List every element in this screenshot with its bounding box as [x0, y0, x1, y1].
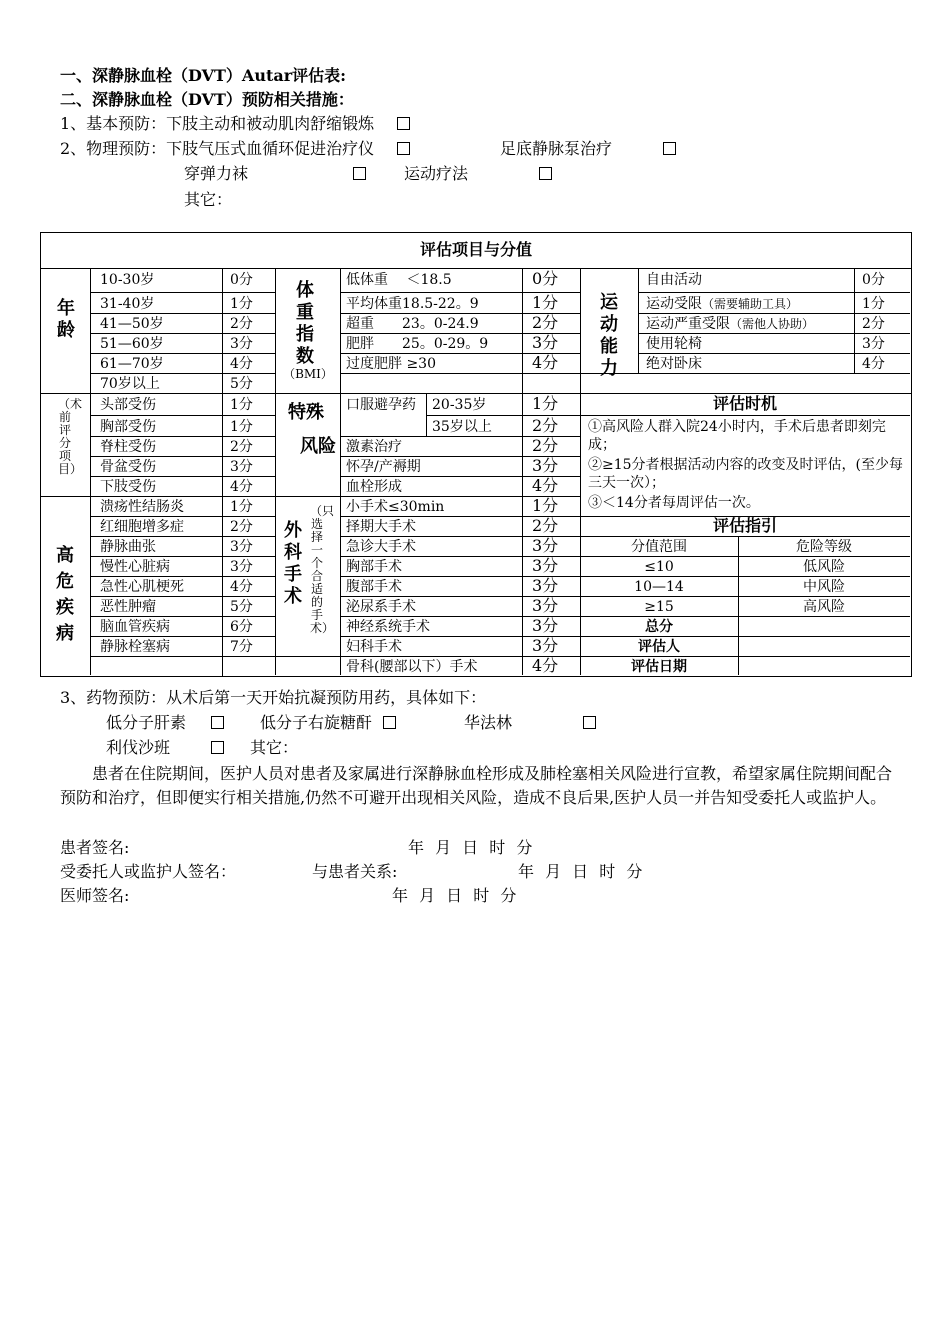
trauma-header: （术前评分项目）: [58, 397, 83, 476]
bmi-subheader: （BMI）: [283, 367, 333, 381]
trauma-label-3: 骨盆受伤: [100, 459, 156, 475]
mobility-score-1: 1分: [862, 296, 885, 312]
disease-label-4: 急性心肌梗死: [100, 579, 184, 595]
dextran-option: [260, 711, 396, 735]
age-label-1: 31-40岁: [100, 296, 155, 312]
physical-prevention-row: [60, 137, 410, 161]
assessor-field[interactable]: [742, 638, 906, 654]
special-header-top: 特殊: [288, 402, 324, 423]
mobility-row-4: [646, 355, 702, 373]
age-label-4: 61—70岁: [100, 356, 164, 372]
exercise-option: [404, 162, 552, 186]
mobility-note-2: （需他人协助）: [730, 317, 815, 331]
surgery-score-2: 3分: [532, 536, 559, 555]
surgery-score-0: 1分: [532, 496, 559, 515]
disease-label-5: 恶性肿瘤: [100, 599, 156, 615]
warfarin-label: 华法林: [464, 713, 513, 732]
special-header-bottom: 风险: [300, 436, 336, 457]
disease-header: 高危疾病: [56, 545, 74, 644]
surgery-label-0: 小手术≤30min: [346, 499, 445, 515]
total-score-field[interactable]: [742, 618, 906, 634]
special-label-4: 血栓形成: [346, 479, 402, 495]
bmi-label-0: 低体重 ＜18.5: [346, 272, 452, 288]
lmwh-label: 低分子肝素: [106, 713, 187, 732]
surgery-label-1: 择期大手术: [346, 519, 416, 535]
age-score-0: 0分: [230, 272, 253, 288]
basic-prevention-label: 1、基本预防：下肢主动和被动肌肉舒缩锻炼: [60, 114, 375, 133]
surgery-score-1: 2分: [532, 516, 559, 535]
surgery-score-6: 3分: [532, 616, 559, 635]
guide-col-range: 分值范围: [631, 539, 687, 555]
disease-label-7: 静脉栓塞病: [100, 639, 170, 655]
special-score-1: 2分: [532, 416, 559, 435]
disease-label-2: 静脉曲张: [100, 539, 156, 555]
timing-item-1: ②≥15分者根据活动内容的改变及时评估，(至少每三天一次）；: [588, 457, 904, 491]
guide-range-1: 10—14: [634, 579, 684, 595]
surgery-label-2: 急诊大手术: [346, 539, 416, 555]
guide-col-level: 危险等级: [796, 539, 852, 555]
doctor-signature-label: 医师签名:: [60, 886, 130, 905]
timing-item-0: ①高风险人群入院24小时内，手术后患者即刻完成；: [588, 419, 886, 453]
special-score-0: 1分: [532, 394, 559, 413]
mobility-note-1: （需要辅助工具）: [702, 297, 799, 311]
guardian-signature-label: 受委托人或监护人签名：: [60, 862, 237, 881]
notice-paragraph: 患者在住院期间，医护人员对患者及家属进行深静脉血栓形成及肺栓塞相关风险进行宣教，希望家属住院期间配合预防和治疗，但即便实行相关措施,仍然不可避开出现相关风险，造成不良后果,医护人员一并告知受委托人或监护人。: [60, 764, 893, 807]
surgery-label-8: 骨科(腰部以下）手术: [346, 659, 478, 675]
disease-label-3: 慢性心脏病: [100, 559, 170, 575]
patient-signature-field[interactable]: [150, 836, 390, 858]
stockings-option: [184, 162, 366, 186]
form-heading-1: 一、深静脉血栓（DVT）Autar评估表:: [60, 66, 347, 85]
form-heading-2: 二、深静脉血栓（DVT）预防相关措施：: [60, 90, 354, 109]
surgery-header: 外科手术: [284, 520, 302, 607]
disease-score-7: 7分: [230, 639, 253, 655]
relation-label: 与患者关系:: [312, 862, 398, 881]
trauma-score-0: 1分: [230, 397, 253, 413]
foot-pump-checkbox[interactable]: [663, 142, 676, 155]
total-score-label: 总分: [645, 619, 673, 635]
age-label-5: 70岁以上: [100, 376, 160, 392]
disease-score-0: 1分: [230, 499, 253, 515]
patient-signature-datetime: 年 月 日 时 分: [408, 838, 533, 857]
mobility-score-0: 0分: [862, 272, 885, 288]
table-title: 评估项目与分值: [419, 240, 532, 259]
guide-level-1: 中风险: [803, 579, 845, 595]
exercise-label: 运动疗法: [404, 164, 469, 183]
disease-label-6: 脑血管疾病: [100, 619, 170, 635]
surgery-subheader: （只选择一个合适的手术）: [310, 504, 335, 635]
assessor-label: 评估人: [638, 639, 680, 655]
age-score-2: 2分: [230, 316, 253, 332]
trauma-label-4: 下肢受伤: [100, 479, 156, 495]
trauma-label-2: 脊柱受伤: [100, 439, 156, 455]
mobility-row-0: [646, 271, 702, 289]
lmwh-option: [106, 711, 224, 735]
mobility-label-2: 运动严重受限: [646, 316, 730, 332]
mobility-label-4: 绝对卧床: [646, 356, 702, 372]
dextran-checkbox[interactable]: [383, 716, 396, 729]
exercise-checkbox[interactable]: [539, 167, 552, 180]
doctor-signature-field[interactable]: [150, 884, 380, 906]
guide-range-2: ≥15: [644, 599, 674, 615]
surgery-label-6: 神经系统手术: [346, 619, 430, 635]
age-label-3: 51—60岁: [100, 336, 164, 352]
disease-score-4: 4分: [230, 579, 253, 595]
rivaroxaban-label: 利伐沙班: [106, 738, 171, 757]
mobility-row-1: [646, 295, 798, 313]
guide-header: 评估指引: [712, 516, 777, 535]
lmwh-checkbox[interactable]: [211, 716, 224, 729]
age-score-4: 4分: [230, 356, 253, 372]
foot-pump-option: [500, 137, 676, 161]
special-label-3: 怀孕/产褥期: [346, 459, 421, 475]
bmi-score-3: 3分: [532, 333, 559, 352]
special-range-1: 35岁以上: [432, 419, 492, 435]
rivaroxaban-checkbox[interactable]: [211, 741, 224, 754]
warfarin-checkbox[interactable]: [583, 716, 596, 729]
bmi-header: 体重指数: [296, 280, 314, 367]
mobility-label-3: 使用轮椅: [646, 336, 702, 352]
bmi-score-1: 1分: [532, 293, 559, 312]
foot-pump-label: 足底静脉泵治疗: [500, 139, 613, 158]
mobility-label-1: 运动受限: [646, 296, 702, 312]
special-label-0: 口服避孕药: [346, 397, 416, 413]
basic-exercise-checkbox[interactable]: [397, 117, 410, 130]
guide-range-0: ≤10: [644, 559, 674, 575]
timing-header: 评估时机: [712, 394, 777, 413]
rivaroxaban-option: [106, 736, 224, 760]
guide-level-2: 高风险: [803, 599, 845, 615]
bmi-label-1: 平均体重18.5-22。9: [346, 296, 479, 312]
mobility-score-2: 2分: [862, 316, 885, 332]
surgery-score-8: 4分: [532, 656, 559, 675]
trauma-score-2: 2分: [230, 439, 253, 455]
bmi-label-3: 肥胖 25。0-29。9: [346, 336, 489, 352]
disease-score-1: 2分: [230, 519, 253, 535]
trauma-score-4: 4分: [230, 479, 253, 495]
surgery-score-3: 3分: [532, 556, 559, 575]
special-score-3: 3分: [532, 456, 559, 475]
disease-label-0: 溃疡性结肠炎: [100, 499, 184, 515]
doctor-signature-datetime: 年 月 日 时 分: [392, 886, 517, 905]
trauma-score-1: 1分: [230, 419, 253, 435]
drug-other-label: 其它：: [250, 738, 299, 757]
bmi-score-2: 2分: [532, 313, 559, 332]
special-score-4: 4分: [532, 476, 559, 495]
surgery-label-3: 胸部手术: [346, 559, 402, 575]
age-score-3: 3分: [230, 336, 253, 352]
age-score-1: 1分: [230, 296, 253, 312]
mobility-label-0: 自由活动: [646, 272, 702, 288]
surgery-score-7: 3分: [532, 636, 559, 655]
special-range-0: 20-35岁: [432, 397, 487, 413]
drug-prevention-label: 3、药物预防：从术后第一天开始抗凝预防用药，具体如下：: [60, 688, 487, 707]
age-label-2: 41—50岁: [100, 316, 164, 332]
assessment-date-field[interactable]: [742, 658, 906, 674]
disease-score-3: 3分: [230, 559, 253, 575]
stockings-checkbox[interactable]: [353, 167, 366, 180]
disease-label-1: 红细胞增多症: [100, 519, 184, 535]
guide-level-0: 低风险: [803, 559, 845, 575]
physical-other-label: 其它：: [184, 190, 233, 209]
bmi-label-4: 过度肥胖 ≥30: [346, 356, 436, 372]
surgery-label-7: 妇科手术: [346, 639, 402, 655]
physical-prevention-label: 2、物理预防：下肢气压式血循环促进治疗仪: [60, 139, 375, 158]
special-score-2: 2分: [532, 436, 559, 455]
surgery-score-4: 3分: [532, 576, 559, 595]
mobility-score-3: 3分: [862, 336, 885, 352]
trauma-score-3: 3分: [230, 459, 253, 475]
mobility-row-2: [646, 315, 814, 333]
special-label-2: 激素治疗: [346, 439, 402, 455]
trauma-label-1: 胸部受伤: [100, 419, 156, 435]
age-header: 年龄: [57, 298, 75, 341]
bmi-score-0: 0分: [532, 269, 559, 288]
basic-prevention-row: [60, 112, 410, 136]
timing-item-2: ③＜14分者每周评估一次。: [588, 495, 760, 511]
disease-score-6: 6分: [230, 619, 253, 635]
age-label-0: 10-30岁: [100, 272, 155, 288]
bmi-label-2: 超重 23。0-24.9: [346, 316, 479, 332]
patient-signature-label: 患者签名:: [60, 838, 130, 857]
warfarin-option: [464, 711, 596, 735]
stockings-label: 穿弹力袜: [184, 164, 249, 183]
dextran-label: 低分子右旋糖酐: [260, 713, 373, 732]
surgery-label-5: 泌尿系手术: [346, 599, 416, 615]
mobility-header: 运动能力: [600, 292, 618, 379]
disease-score-5: 5分: [230, 599, 253, 615]
surgery-label-4: 腹部手术: [346, 579, 402, 595]
guardian-signature-datetime: 年 月 日 时 分: [518, 862, 643, 881]
disease-score-2: 3分: [230, 539, 253, 555]
surgery-score-5: 3分: [532, 596, 559, 615]
trauma-label-0: 头部受伤: [100, 397, 156, 413]
age-score-5: 5分: [230, 376, 253, 392]
mobility-score-4: 4分: [862, 356, 885, 372]
mobility-row-3: [646, 335, 702, 353]
bmi-score-4: 4分: [532, 353, 559, 372]
compression-device-checkbox[interactable]: [397, 142, 410, 155]
assessment-date-label: 评估日期: [631, 659, 687, 675]
